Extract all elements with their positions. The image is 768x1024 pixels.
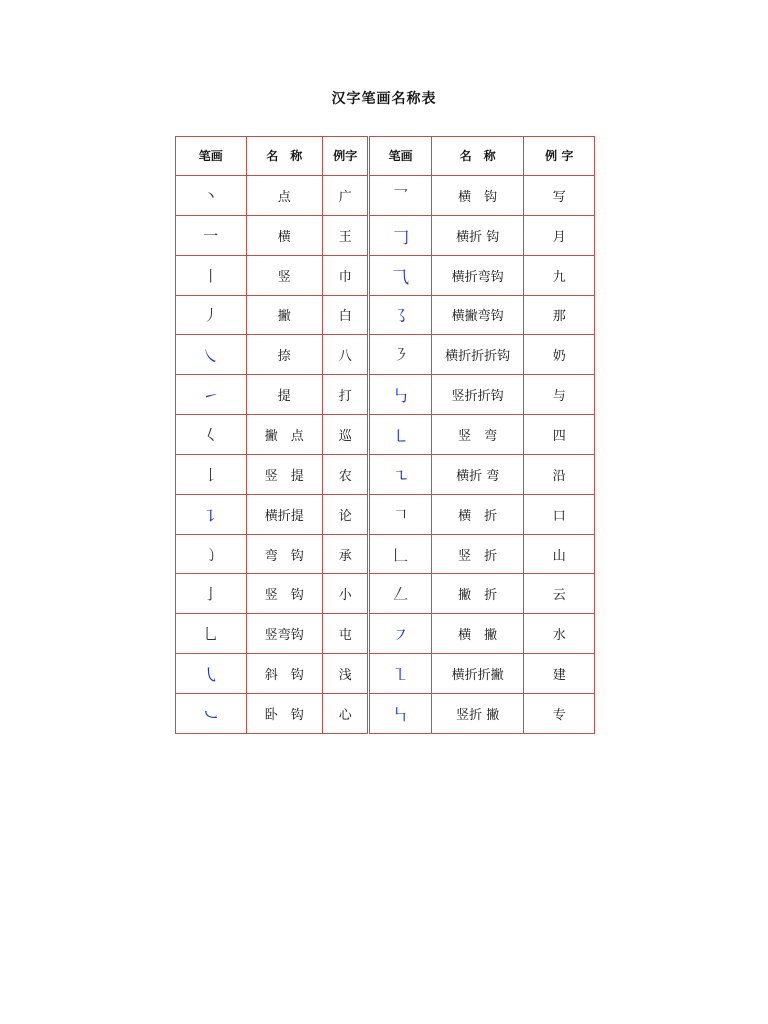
stroke-name-right: 竖折折钩: [451, 389, 504, 405]
stroke-glyph-left: 丶: [203, 186, 219, 205]
table-row: [176, 335, 595, 375]
stroke-name-right: 横折 钩: [456, 229, 500, 245]
stroke-glyph-left: 𠄌: [203, 465, 219, 484]
header-stroke-left: 笔画: [176, 137, 247, 176]
table-row: [176, 654, 595, 694]
stroke-name-left: 横: [277, 229, 291, 245]
stroke-name-right: 横折折折钩: [445, 349, 511, 365]
header-stroke-right: 笔画: [369, 137, 431, 176]
stroke-glyph-left: 丿: [203, 306, 219, 325]
stroke-name-right: 横撇弯钩: [451, 309, 504, 325]
stroke-name-left: 横折提: [264, 508, 304, 524]
stroke-glyph-right: ㇉: [392, 387, 410, 408]
stroke-glyph-left: ㇏: [202, 347, 220, 368]
stroke-name-left: 竖: [277, 269, 291, 285]
stroke-glyph-right: 乛: [393, 186, 409, 205]
stroke-glyph-left: 𡿨: [203, 425, 219, 444]
example-char-left: 小: [338, 588, 352, 604]
stroke-glyph-right: ㇞: [392, 705, 410, 726]
table-row: [176, 295, 595, 335]
table-row: [176, 375, 595, 415]
table-row: [176, 693, 595, 733]
stroke-glyph-left: ㇃: [202, 705, 220, 726]
stroke-glyph-left: ㇀: [202, 387, 220, 408]
table-row: [176, 534, 595, 574]
example-char-right: 云: [552, 588, 566, 604]
stroke-name-right: 横折 弯: [456, 468, 500, 484]
header-example-left: 例字: [323, 137, 369, 176]
stroke-glyph-left: 亅: [203, 585, 219, 604]
table-row: [176, 415, 595, 455]
stroke-glyph-left: ㇂: [202, 666, 220, 687]
stroke-name-left: 斜 钩: [264, 668, 304, 684]
stroke-name-left: 撇 点: [264, 428, 304, 444]
stroke-names-table: [175, 136, 595, 734]
example-char-right: 奶: [552, 349, 566, 365]
example-char-left: 八: [338, 349, 352, 365]
example-char-left: 承: [338, 548, 352, 564]
header-example-right: 例 字: [524, 137, 595, 176]
stroke-name-left: 竖 提: [264, 468, 304, 484]
header-name-left: 名 称: [246, 137, 323, 176]
stroke-glyph-left: 乚: [203, 625, 219, 644]
example-char-left: 农: [338, 468, 352, 484]
example-char-left: 屯: [338, 628, 352, 644]
stroke-name-right: 横折弯钩: [451, 269, 504, 285]
example-char-left: 巾: [338, 269, 352, 285]
stroke-name-left: 捺: [277, 349, 291, 365]
stroke-name-right: 竖 弯: [458, 428, 498, 444]
example-char-right: 月: [552, 229, 566, 245]
header-name-right: 名 称: [431, 137, 524, 176]
stroke-name-left: 点: [277, 189, 291, 205]
example-char-right: 沿: [552, 468, 566, 484]
stroke-glyph-left: 丨: [203, 266, 219, 285]
example-char-left: 浅: [338, 668, 352, 684]
stroke-name-right: 横 钩: [458, 189, 498, 205]
table-row: [176, 454, 595, 494]
stroke-glyph-right: ㇇: [392, 626, 410, 647]
stroke-name-left: 竖 钩: [264, 588, 304, 604]
stroke-glyph-left: 一: [203, 226, 219, 245]
example-char-right: 与: [552, 389, 566, 405]
example-char-right: 四: [552, 428, 566, 444]
table-header-row: [176, 137, 595, 176]
example-char-left: 心: [338, 707, 352, 723]
example-char-left: 巡: [338, 428, 352, 444]
stroke-glyph-right: 𠃊: [393, 545, 409, 564]
stroke-glyph-left: ㇊: [202, 506, 220, 527]
example-char-right: 那: [552, 309, 566, 325]
table-row: [176, 574, 595, 614]
stroke-name-right: 竖 折: [458, 548, 498, 564]
stroke-name-right: 横 折: [458, 508, 498, 524]
stroke-name-left: 撇: [277, 309, 291, 325]
example-char-left: 白: [338, 309, 352, 325]
example-char-right: 九: [552, 269, 566, 285]
stroke-glyph-right: ㇋: [393, 346, 409, 365]
stroke-glyph-right: 𠃌: [392, 227, 410, 248]
stroke-glyph-right: ⺄: [392, 267, 410, 288]
stroke-name-left: 卧 钩: [264, 707, 304, 723]
stroke-name-right: 横折折撇: [451, 668, 504, 684]
stroke-glyph-right: 𠃍: [393, 505, 409, 524]
example-char-right: 建: [552, 668, 566, 684]
table-row: [176, 176, 595, 216]
stroke-glyph-right: ㇄: [392, 426, 410, 447]
table-row: [176, 255, 595, 295]
stroke-glyph-right: 𠃋: [393, 585, 409, 604]
example-char-right: 水: [552, 628, 566, 644]
table-row: [176, 494, 595, 534]
example-char-left: 论: [338, 508, 352, 524]
example-char-right: 专: [552, 707, 566, 723]
stroke-name-right: 撇 折: [458, 588, 498, 604]
stroke-glyph-right: ㇅: [392, 666, 410, 687]
example-char-left: 王: [338, 229, 352, 245]
table-row: [176, 215, 595, 255]
example-char-left: 打: [338, 389, 352, 405]
example-char-left: 广: [338, 189, 352, 205]
example-char-right: 写: [552, 189, 566, 205]
stroke-glyph-right: ㇌: [392, 307, 410, 328]
stroke-name-left: 弯 钩: [264, 548, 304, 564]
document-title: 汉字笔画名称表: [331, 91, 437, 107]
table-row: [176, 614, 595, 654]
stroke-glyph-right: ㇍: [392, 466, 410, 487]
stroke-name-right: 横 撇: [458, 628, 498, 644]
stroke-name-right: 竖折 撇: [456, 707, 500, 723]
stroke-name-left: 竖弯钩: [264, 628, 304, 644]
example-char-right: 口: [552, 508, 566, 524]
stroke-glyph-left: ㇁: [203, 545, 219, 564]
stroke-name-left: 提: [277, 389, 291, 405]
example-char-right: 山: [552, 548, 566, 564]
